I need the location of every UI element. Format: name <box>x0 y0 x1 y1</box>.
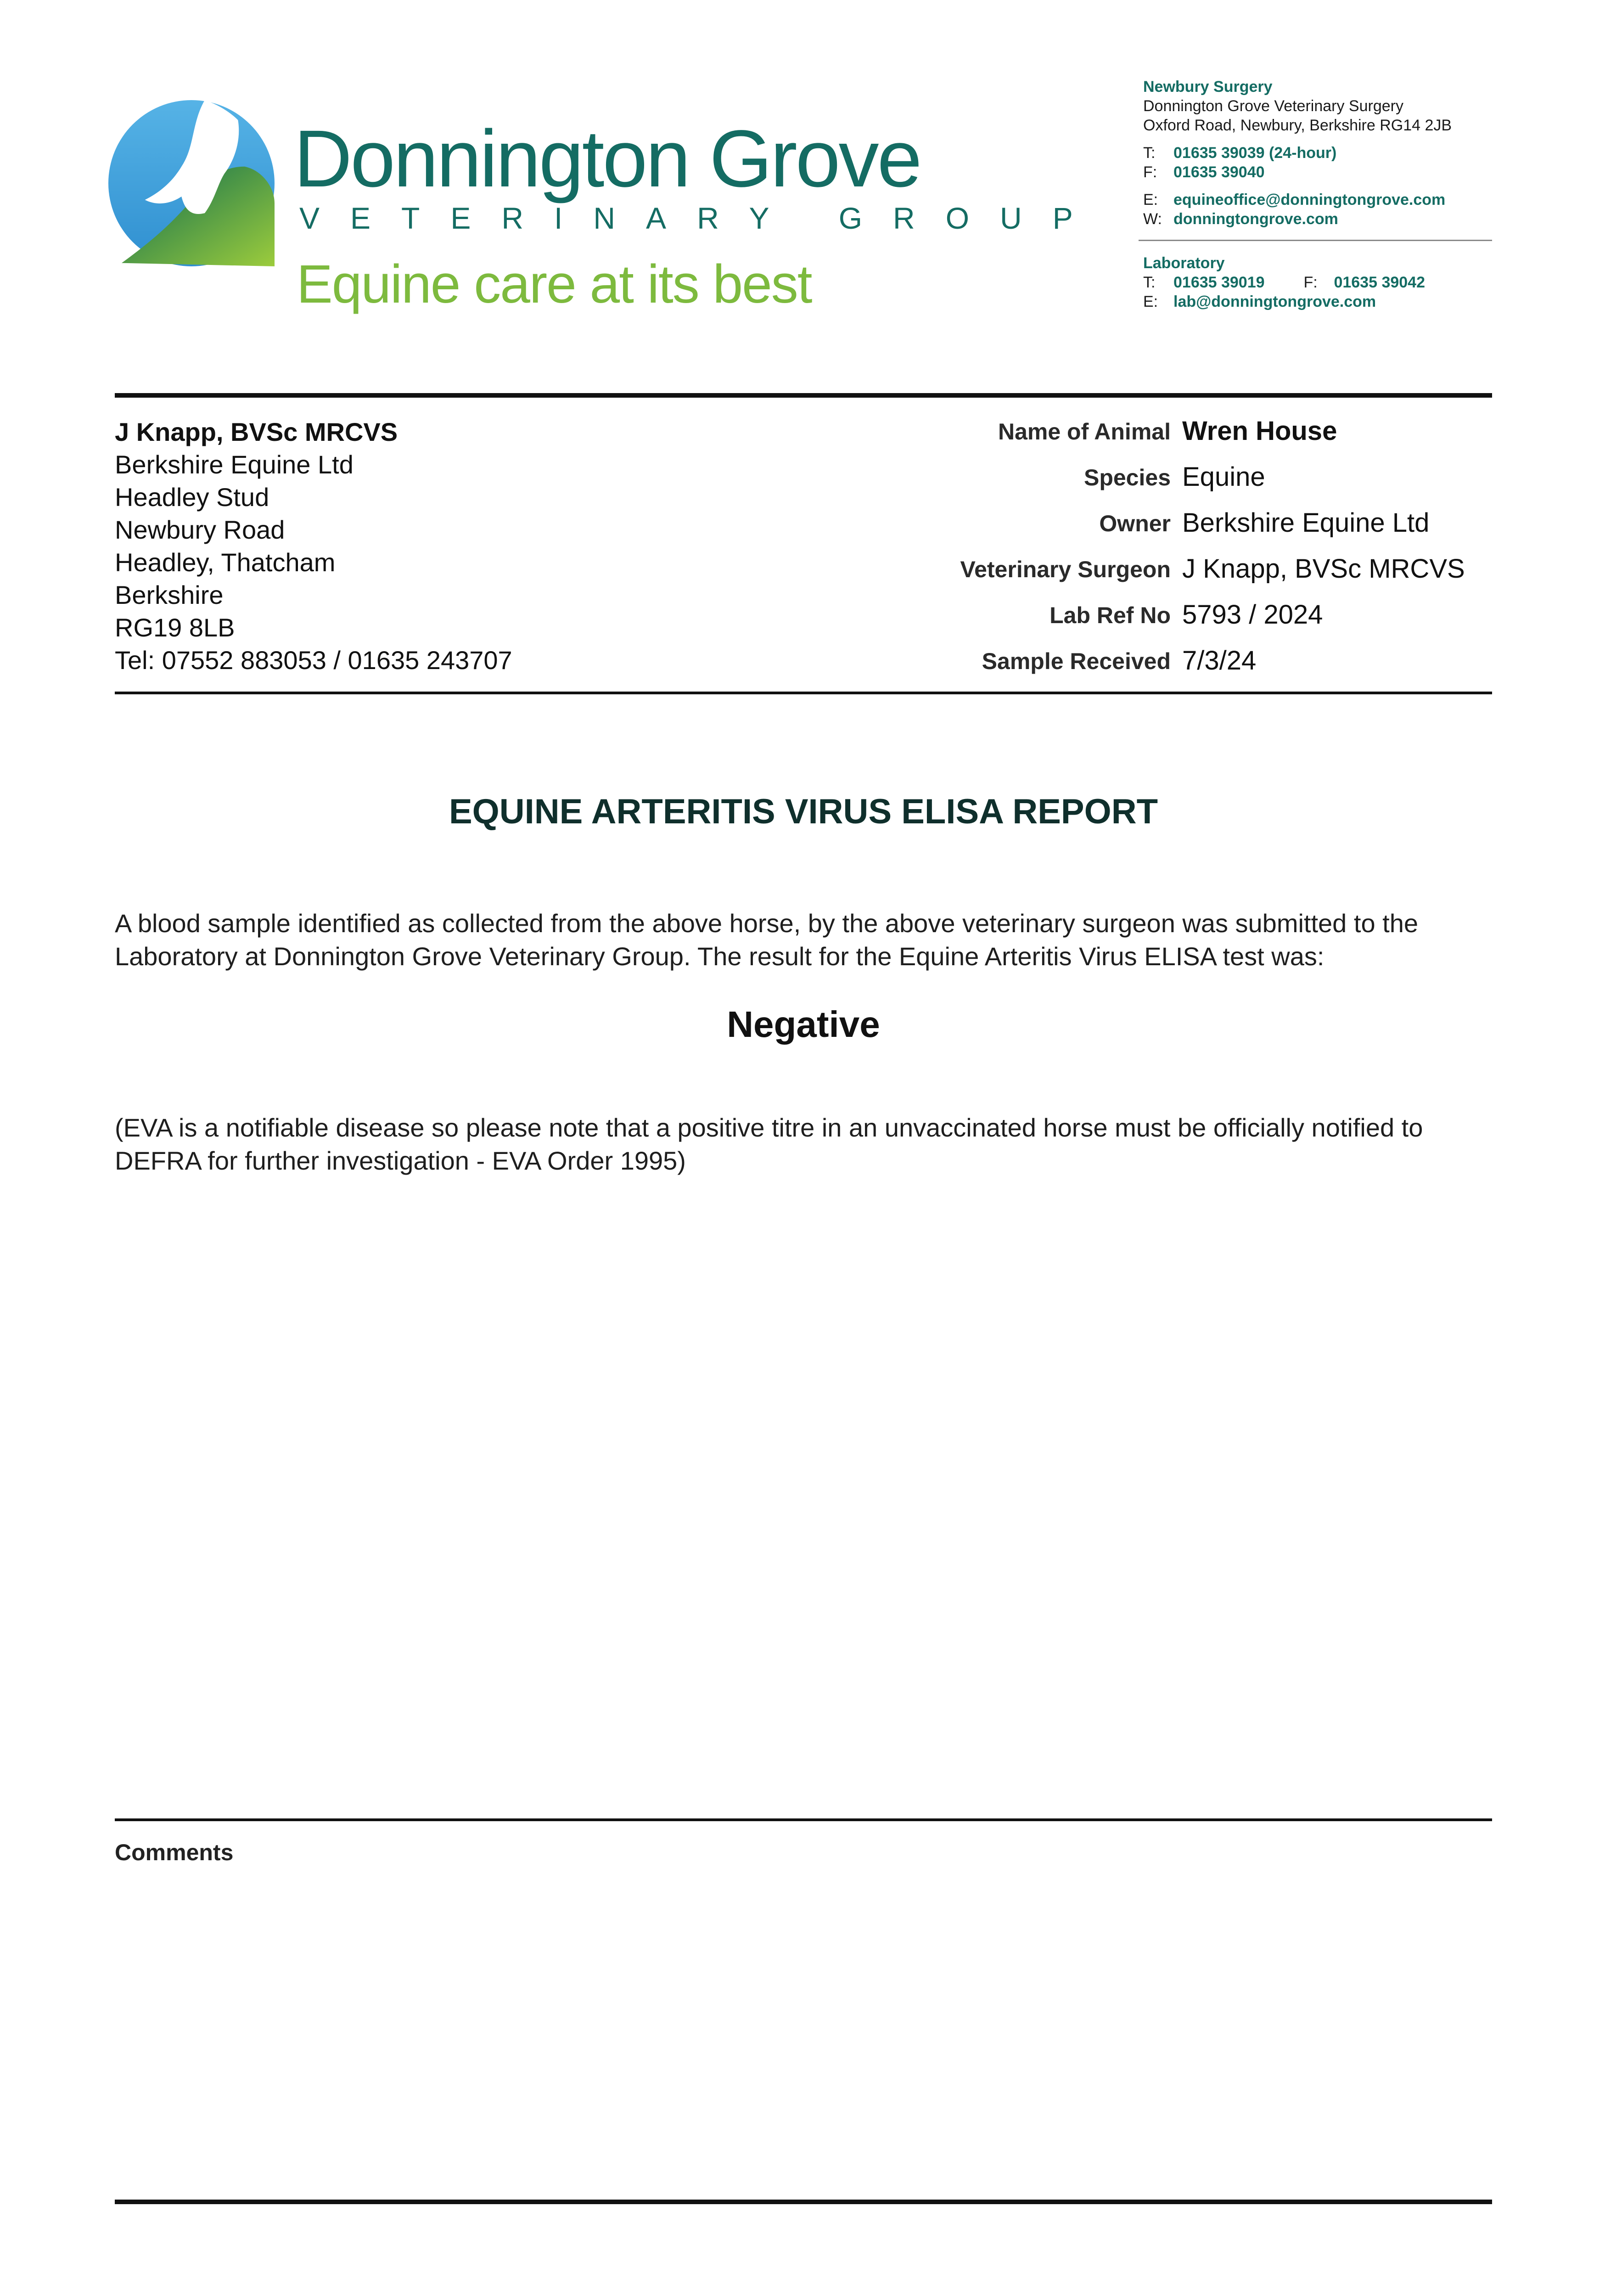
surgery-contact-block <box>1143 77 1452 229</box>
report-title: EQUINE ARTERITIS VIRUS ELISA REPORT <box>449 792 1158 831</box>
address-line: Tel: 07552 883053 / 01635 243707 <box>115 646 512 675</box>
veterinary-surgeon-value: J Knapp, BVSc MRCVS <box>1182 554 1465 584</box>
species-value: Equine <box>1182 462 1265 492</box>
field-label: Name of Animal <box>998 419 1171 445</box>
address-line: Newbury Road <box>115 515 285 544</box>
address-line: Berkshire <box>115 580 224 609</box>
surgery-heading: Newbury Surgery <box>1143 78 1273 96</box>
surgery-tel-label: T: <box>1143 144 1156 162</box>
footer-rule <box>115 2200 1492 2204</box>
surgery-email-label: E: <box>1143 191 1158 208</box>
recipient-name: J Knapp, BVSc MRCVS <box>115 417 398 446</box>
animal-name-value: Wren House <box>1182 416 1337 446</box>
field-row-species <box>735 461 1492 507</box>
field-row-lab-ref <box>735 599 1492 645</box>
laboratory-heading: Laboratory <box>1143 254 1225 272</box>
field-row-sample-received <box>735 645 1492 691</box>
field-row-veterinary-surgeon <box>735 553 1492 599</box>
lab-fax-label: F: <box>1303 274 1318 291</box>
field-row-owner <box>735 507 1492 553</box>
comments-rule <box>115 1818 1492 1821</box>
field-label: Lab Ref No <box>1050 602 1171 628</box>
surgery-web-label: W: <box>1143 210 1162 228</box>
animal-info-fields <box>735 416 1492 691</box>
laboratory-contact-block <box>1143 253 1425 311</box>
field-row-animal-name <box>735 416 1492 461</box>
lab-ref-value: 5793 / 2024 <box>1182 600 1323 630</box>
sample-received-value: 7/3/24 <box>1182 646 1257 675</box>
info-rule <box>115 692 1492 694</box>
header-rule <box>115 393 1492 398</box>
brand-subtitle: VETERINARY GROUP <box>299 201 1104 235</box>
surgery-web-link[interactable]: donningtongrove.com <box>1173 210 1338 228</box>
surgery-email-link[interactable]: equineoffice@donningtongrove.com <box>1173 191 1446 208</box>
horse-head-logo-icon <box>108 100 275 266</box>
surgery-fax-label: F: <box>1143 163 1157 181</box>
address-line: Headley Stud <box>115 483 269 512</box>
field-label: Sample Received <box>982 648 1171 674</box>
contact-divider <box>1139 240 1492 241</box>
field-label: Owner <box>1099 511 1171 536</box>
field-label: Veterinary Surgeon <box>960 557 1171 582</box>
surgery-name: Donnington Grove Veterinary Surgery <box>1143 97 1403 115</box>
lab-email-label: E: <box>1143 293 1158 310</box>
lab-email-link[interactable]: lab@donningtongrove.com <box>1173 293 1376 310</box>
address-line: Berkshire Equine Ltd <box>115 450 354 479</box>
brand-tagline: Equine care at its best <box>297 254 812 315</box>
address-line: Headley, Thatcham <box>115 548 336 577</box>
report-intro: A blood sample identified as collected from the above horse, by the above veterinary surgeon was submitted to the Laboratory at Donnington Grove Veterinary Group. The result for the Equine Arteritis Virus ELISA test was: <box>115 909 1418 971</box>
report-note: (EVA is a notifiable disease so please note that a positive titre in an unvaccinated horse must be officially notified to DEFRA for further investigation - EVA Order 1995) <box>115 1113 1423 1175</box>
lab-tel: 01635 39019 <box>1173 274 1265 291</box>
owner-value: Berkshire Equine Ltd <box>1182 508 1430 538</box>
surgery-tel: 01635 39039 (24-hour) <box>1173 144 1337 162</box>
comments-label: Comments <box>115 1840 234 1865</box>
address-line: RG19 8LB <box>115 613 235 642</box>
lab-fax: 01635 39042 <box>1334 274 1425 291</box>
field-label: Species <box>1083 465 1171 490</box>
surgery-fax: 01635 39040 <box>1173 163 1265 181</box>
recipient-address <box>115 416 512 676</box>
lab-tel-label: T: <box>1143 274 1156 291</box>
report-result: Negative <box>727 1004 880 1045</box>
surgery-address: Oxford Road, Newbury, Berkshire RG14 2JB <box>1143 117 1452 134</box>
brand-name: Donnington Grove <box>294 114 920 204</box>
